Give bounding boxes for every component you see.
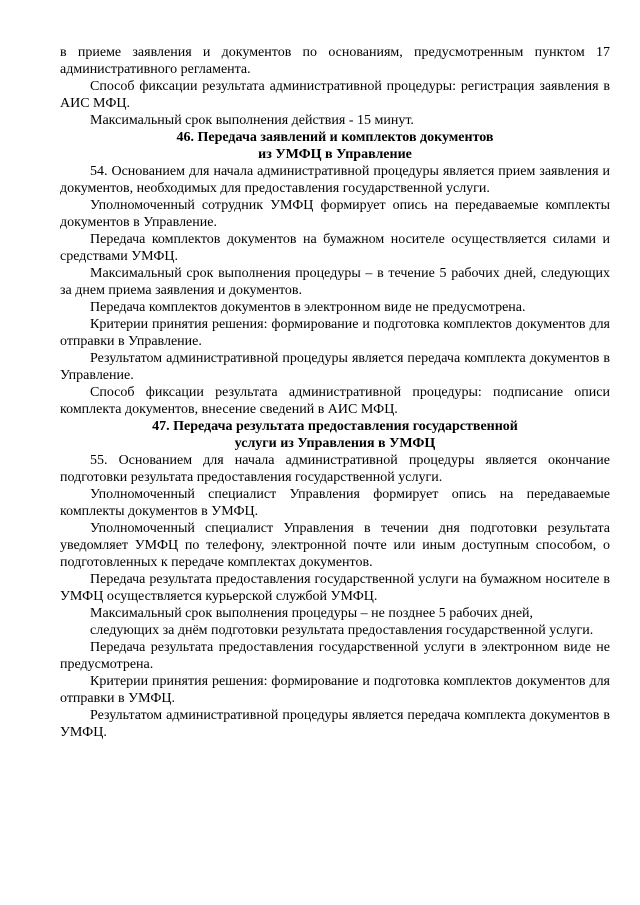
- section-46-paragraph-8: Способ фиксации результата административной процедуры: подписание описи комплекта документов, внесение сведений в АИС МФЦ.: [60, 385, 610, 417]
- section-47-heading-line-1: 47. Передача результата предоставления государственной: [152, 419, 518, 434]
- section-47-heading-line-2: услуги из Управления в УМФЦ: [234, 436, 436, 451]
- intro-paragraph-3: Максимальный срок выполнения действия - 15 минут.: [90, 113, 414, 128]
- section-47-paragraph-9: Результатом административной процедуры является передача комплекта документов в УМФЦ.: [60, 708, 610, 740]
- section-46-heading-line-1: 46. Передача заявлений и комплектов документов: [176, 130, 494, 145]
- section-46-paragraph-2: Уполномоченный сотрудник УМФЦ формирует опись на передаваемые комплекты документов в Управление.: [60, 198, 610, 230]
- section-46-paragraph-6: Критерии принятия решения: формирование и подготовка комплектов документов для отправки в Управление.: [60, 317, 610, 349]
- section-46-paragraph-1: 54. Основанием для начала административной процедуры является прием заявления и документов, необходимых для предоставления государственной услуги.: [60, 164, 610, 196]
- section-47-paragraph-4: Передача результата предоставления государственной услуги на бумажном носителе в УМФЦ осуществляется курьерской службой УМФЦ.: [60, 572, 610, 604]
- section-47-paragraph-6: следующих за днём подготовки результата предоставления государственной услуги.: [90, 623, 594, 638]
- section-47-paragraph-2: Уполномоченный специалист Управления формирует опись на передаваемые комплекты документов в УМФЦ.: [60, 487, 610, 519]
- intro-paragraph-1: в приеме заявления и документов по основаниям, предусмотренным пунктом 17 административного регламента.: [60, 45, 610, 77]
- section-47-paragraph-8: Критерии принятия решения: формирование и подготовка комплектов документов для отправки в УМФЦ.: [60, 674, 610, 706]
- section-46-paragraph-3: Передача комплектов документов на бумажном носителе осуществляется силами и средствами УМФЦ.: [60, 232, 610, 264]
- section-47-paragraph-7: Передача результата предоставления государственной услуги в электронном виде не предусмотрена.: [60, 640, 610, 672]
- section-46-heading: [60, 129, 610, 163]
- section-46-heading-line-2: из УМФЦ в Управление: [258, 147, 412, 162]
- section-47-paragraph-3: Уполномоченный специалист Управления в течении дня подготовки результата уведомляет УМФЦ по телефону, электронной почте или иным доступным способом, о подготовленных к передаче комплектах документов.: [60, 521, 610, 570]
- section-47-paragraph-5: Максимальный срок выполнения процедуры – не позднее 5 рабочих дней,: [90, 606, 534, 621]
- section-47-heading: [60, 418, 610, 452]
- section-46-paragraph-7: Результатом административной процедуры является передача комплекта документов в Управление.: [60, 351, 610, 383]
- intro-paragraph-2: Способ фиксации результата административной процедуры: регистрация заявления в АИС МФЦ.: [60, 79, 610, 111]
- section-47-paragraph-1: 55. Основанием для начала административной процедуры является окончание подготовки результата предоставления государственной услуги.: [60, 453, 610, 485]
- section-46-paragraph-4: Максимальный срок выполнения процедуры – в течение 5 рабочих дней, следующих за днем приема заявления и документов.: [60, 266, 610, 298]
- section-46-paragraph-5: Передача комплектов документов в электронном виде не предусмотрена.: [90, 300, 526, 315]
